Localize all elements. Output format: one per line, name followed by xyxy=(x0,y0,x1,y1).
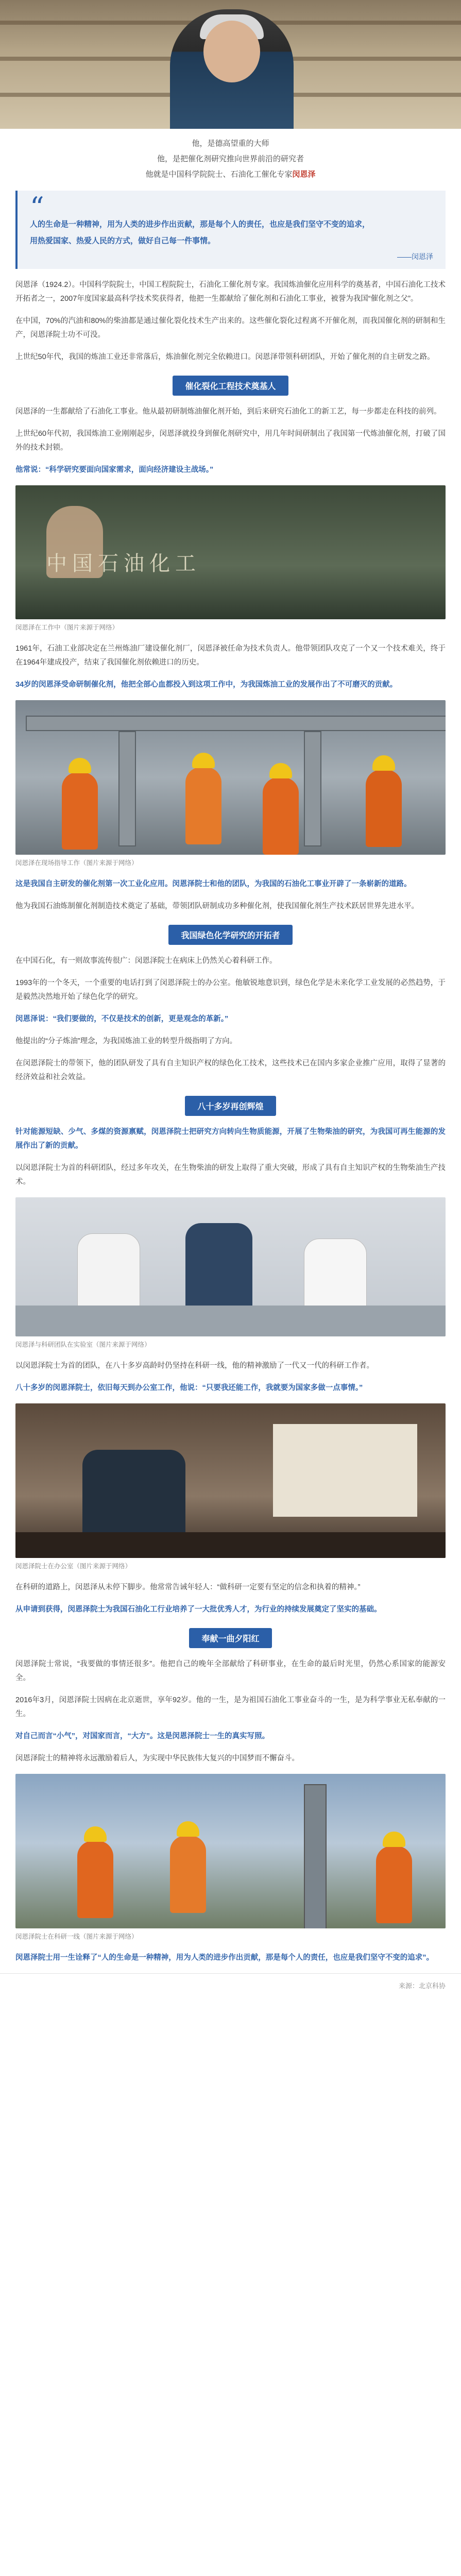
article-photo xyxy=(15,700,446,855)
photo-helmet xyxy=(177,1821,199,1837)
photo-worker xyxy=(170,1836,206,1913)
photo-helmet xyxy=(269,763,292,778)
paragraph: 在中国石化，有一则故事流传很广：闵恩泽院士在病床上仍然关心着科研工作。 xyxy=(15,957,277,965)
article-photo xyxy=(15,1197,446,1336)
photo-caption: 闵恩泽与科研团队在实验室（图片来源于网络） xyxy=(15,1341,151,1348)
paragraph: 以闵恩泽院士为首的团队，在八十多岁高龄时仍坚持在科研一线，他的精神激励了一代又一代的科研工作者。 xyxy=(15,1362,374,1370)
photo-bench xyxy=(15,1306,446,1336)
paragraph: 上世纪50年代，我国的炼油工业还非常落后，炼油催化剂完全依赖进口。闵恩泽带领科研团队，开始了催化剂的自主研发之路。 xyxy=(15,353,435,361)
quote-line-1: 人的生命是一种精神，用为人类的进步作出贡献，那是每个人的责任，也应是我们坚守不变的追求， xyxy=(30,220,370,229)
intro-line-3-text: 他就是中国科学院院士、石油化工催化专家 xyxy=(145,170,293,179)
paragraph: 闵恩泽的一生都献给了石油化工事业。他从最初研制炼油催化剂开始，到后来研究石油化工的新工艺，每一步都走在科技的前列。 xyxy=(15,408,441,416)
paragraph: 上世纪60年代初，我国炼油工业刚刚起步，闵恩泽就投身到催化剂研究中，用几年时间研制出了我国第一代炼油催化剂，打破了国外的技术封锁。 xyxy=(15,430,446,452)
highlight-paragraph: 这是我国自主研发的催化剂第一次工业化应用。闵恩泽院士和他的团队，为我国的石油化工事业开辟了一条崭新的道路。 xyxy=(15,880,412,888)
intro-name: 闵恩泽 xyxy=(292,170,316,179)
paragraph: 在中国，70%的汽油和80%的柴油都是通过催化裂化技术生产出来的。这些催化裂化过程离不开催化剂，而我国催化剂的研制和生产，闵恩泽院士功不可没。 xyxy=(15,317,446,339)
highlight-paragraph: 闵恩泽说：“我们要做的，不仅是技术的创新，更是观念的革新。” xyxy=(15,1015,229,1023)
paragraph: 1961年，石油工业部决定在兰州炼油厂建设催化剂厂，闵恩泽被任命为技术负责人。他带领团队攻克了一个又一个技术难关，终于在1964年建成投产，结束了我国催化剂依赖进口的历史。 xyxy=(15,645,446,667)
highlight-paragraph: 针对能源短缺、少气、多煤的资源禀赋，闵恩泽院士把研究方向转向生物质能源，开展了生物柴油的研究，为我国可再生能源的发展作出了新的贡献。 xyxy=(15,1128,446,1150)
section-heading xyxy=(0,925,461,945)
section-heading xyxy=(0,1628,461,1648)
highlight-paragraph: 八十多岁的闵恩泽院士，依旧每天到办公室工作，他说：“只要我还能工作，我就要为国家多做一点事情。” xyxy=(15,1384,363,1392)
paragraph: 闵恩泽院士常说，“我要做的事情还很多”。他把自己的晚年全部献给了科研事业，在生命的最后时光里，仍然心系国家的能源安全。 xyxy=(15,1660,446,1682)
photo-helmet xyxy=(84,1826,107,1842)
hero-photo xyxy=(0,0,461,129)
photo-caption: 闵恩泽在现场指导工作（图片来源于网络） xyxy=(15,859,138,867)
quote-signature: ——闵恩泽 xyxy=(397,252,433,261)
intro-line-3 xyxy=(21,167,440,182)
photo-tower xyxy=(304,1784,327,1928)
closing-paragraph: 闵恩泽院士用一生诠释了“人的生命是一种精神，用为人类的进步作出贡献，那是每个人的责任，也应是我们坚守不变的追求”。 xyxy=(15,1954,434,1962)
highlight-paragraph: 从申请到获得，闵恩泽院士为我国石油化工行业培养了一大批优秀人才，为行业的持续发展奠定了坚实的基础。 xyxy=(15,1605,382,1614)
photo-worker xyxy=(62,772,98,850)
photo-overlay-text: 中国石油化工 xyxy=(46,552,201,575)
photo-caption: 闵恩泽院士在办公室（图片来源于网络） xyxy=(15,1563,132,1570)
paragraph: 他为我国石油炼制催化剂制造技术奠定了基础，带领团队研制成功多种催化剂，使我国催化剂生产技术跃居世界先进水平。 xyxy=(15,902,419,910)
photo-pipe xyxy=(304,731,321,846)
photo-worker xyxy=(77,1841,113,1918)
quote-box xyxy=(15,191,446,269)
quote-mark-icon: “ xyxy=(30,191,44,224)
section-title: 催化裂化工程技术奠基人 xyxy=(173,376,288,396)
article-photo xyxy=(15,1403,446,1558)
photo-worker xyxy=(185,767,221,844)
paragraph: 闵恩泽（1924.2）。中国科学院院士，中国工程院院士，石油化工催化剂专家。我国炼油催化应用科学的奠基者，中国石油化工技术开拓者之一，2007年度国家最高科学技术奖获得者，他把一生都献给了催化剂和石油化工事业，被誉为我国“催化剂之父”。 xyxy=(15,281,446,303)
photo-desk xyxy=(15,1532,446,1558)
section-title: 八十多岁再创辉煌 xyxy=(185,1096,276,1116)
photo-caption: 闵恩泽在工作中（图片来源于网络） xyxy=(15,624,119,631)
intro-line-1: 他，是德高望重的大师 xyxy=(192,139,269,148)
photo-window xyxy=(273,1424,417,1517)
highlight-paragraph: 34岁的闵恩泽受命研制催化剂，他把全部心血都投入到这项工作中，为我国炼油工业的发展作出了不可磨灭的贡献。 xyxy=(15,681,398,689)
portrait-face xyxy=(203,21,260,82)
photo-helmet xyxy=(192,753,215,768)
paragraph: 闵恩泽院士的精神将永远激励着后人，为实现中华民族伟大复兴的中国梦而不懈奋斗。 xyxy=(15,1754,299,1762)
photo-helmet xyxy=(372,755,395,771)
paragraph: 他提出的“分子炼油”理念，为我国炼油工业的转型升级指明了方向。 xyxy=(15,1037,237,1045)
photo-caption: 闵恩泽院士在科研一线（图片来源于网络） xyxy=(15,1933,138,1940)
paragraph: 1993年的一个冬天，一个重要的电话打到了闵恩泽院士的办公室。他敏锐地意识到，绿色化学是未来化学工业发展的必然趋势，于是毅然决然地开始了绿色化学的研究。 xyxy=(15,979,446,1001)
highlight-paragraph: 对自己而言“小气”，对国家而言，“大方”。这是闵恩泽院士一生的真实写照。 xyxy=(15,1732,269,1740)
intro-line-2: 他，是把催化剂研究推向世界前沿的研究者 xyxy=(157,155,304,163)
photo-helmet xyxy=(69,758,91,773)
section-title: 奉献一曲夕阳红 xyxy=(189,1628,271,1648)
paragraph: 在闵恩泽院士的带领下，他的团队研发了具有自主知识产权的绿色化工技术，这些技术已在国内多家企业推广应用，取得了显著的经济效益和社会效益。 xyxy=(15,1059,446,1081)
photo-worker xyxy=(263,777,299,855)
footer xyxy=(0,1973,461,1996)
paragraph: 2016年3月，闵恩泽院士因病在北京逝世，享年92岁。他的一生，是为祖国石油化工事业奋斗的一生，是为科学事业无私奉献的一生。 xyxy=(15,1696,446,1718)
highlight-paragraph: 他常说：“科学研究要面向国家需求，面向经济建设主战场。” xyxy=(15,466,214,474)
article-photo xyxy=(15,1774,446,1928)
photo-pipe xyxy=(118,731,136,846)
photo-pipe xyxy=(26,716,446,731)
paragraph: 以闵恩泽院士为首的科研团队，经过多年攻关，在生物柴油的研发上取得了重大突破，形成了具有自主知识产权的生物柴油生产技术。 xyxy=(15,1164,446,1186)
section-heading xyxy=(0,1096,461,1116)
paragraph: 在科研的道路上，闵恩泽从未停下脚步。他常常告诫年轻人：“做科研一定要有坚定的信念和执着的精神。” xyxy=(15,1583,361,1591)
article-photo xyxy=(15,485,446,619)
section-title: 我国绿色化学研究的开拓者 xyxy=(168,925,292,945)
photo-worker xyxy=(366,770,402,847)
source-label: 来源：北京科协 xyxy=(398,1981,446,1990)
quote-line-2: 用热爱国家、热爱人民的方式，做好自己每一件事情。 xyxy=(30,236,216,245)
section-heading xyxy=(0,376,461,396)
photo-helmet xyxy=(383,1832,405,1847)
photo-worker xyxy=(376,1846,412,1923)
intro-block xyxy=(0,129,461,188)
